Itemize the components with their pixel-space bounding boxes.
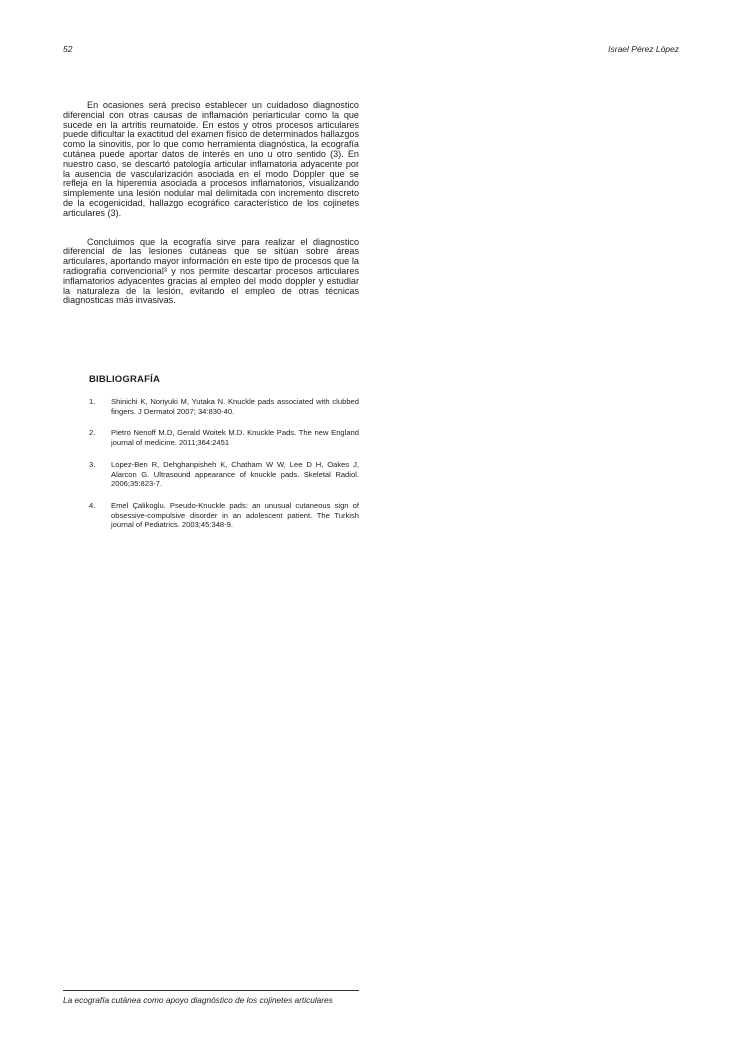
reference-item (89, 460, 359, 489)
paragraph-conclusion: Concluimos que la ecografía sirve para realizar el diagnostico diferencial de las lesiones cutáneas que se sitúan sobre áreas articulares, aportando mayor información en este tipo de procesos que la radiografía convencional³ y nos permite descartar procesos articulares inflamatorios adyacentes gracias al empleo del modo doppler y estudiar la naturaleza de la lesión, evitando el empleo de otras técnicas diagnosticas más invasivas. (63, 236, 359, 306)
reference-item (89, 501, 359, 530)
reference-text: Lopez-Ben R, Dehghanpisheh K, Chatham W W, Lee D H, Oakes J, Alarcon G. Ultrasound appearance of knuckle pads. Skeletal Radiol. 2006;35:823-7. (111, 459, 359, 489)
reference-item (89, 397, 359, 416)
reference-text: Shinichi K, Noriyuki M, Yutaka N. Knuckle pads associated with clubbed fingers. J Dermatol 2007; 34:830-40. (111, 397, 359, 416)
bibliography-heading: BIBLIOGRAFÍA (89, 374, 161, 385)
page-number: 52 (63, 44, 73, 54)
reference-text: Emel Çalikoglu. Pseudo-Knuckle pads: an unusual cutaneous sign of obsessive-compulsive disorder in an adolescent patient. The Turkish journal of Pediatrics. 2003;45:348-9. (111, 500, 359, 530)
reference-list (89, 397, 359, 530)
reference-number: 1. (89, 397, 96, 406)
reference-number: 3. (89, 459, 96, 469)
bibliography-section (89, 374, 359, 542)
body-text-column (63, 101, 359, 325)
footer-article-title: La ecografía cutánea como apoyo diagnóstico de los cojinetes articulares (63, 995, 333, 1005)
reference-item (89, 428, 359, 447)
reference-text: Pietro Nenoff M.D, Gerald Woitek M.D. Knuckle Pads. The new England journal of medicine. 2011;364:2451 (111, 428, 359, 448)
reference-number: 2. (89, 428, 96, 438)
footer-rule (63, 990, 359, 991)
reference-number: 4. (89, 500, 96, 510)
paragraph-differential-diagnosis: En ocasiones será preciso establecer un cuidadoso diagnostico diferencial con otras causas de inflamación periarticular como la que sucede en la artritis reumatoide. En estos y otros procesos articulares puede dificultar la exactitud del examen físico de determinados hallazgos como la sinovitis, por lo que como herramienta diagnóstica, la ecografía cutánea puede aportar datos de interés en uno u otro sentido (3). En nuestro caso, se descartó patología articular inflamatoria adyacente por la ausencia de vascularización asociada en el modo Doppler que se refleja en la hiperemia asociada a procesos inflamatorios, visualizando simplemente una lesión nodular mal delimitada con incremento discreto de la ecogenicidad, hallazgo ecográfico característico de los cojinetes articulares (3). (63, 100, 359, 218)
running-header-author: Israel Pérez López (608, 44, 679, 54)
